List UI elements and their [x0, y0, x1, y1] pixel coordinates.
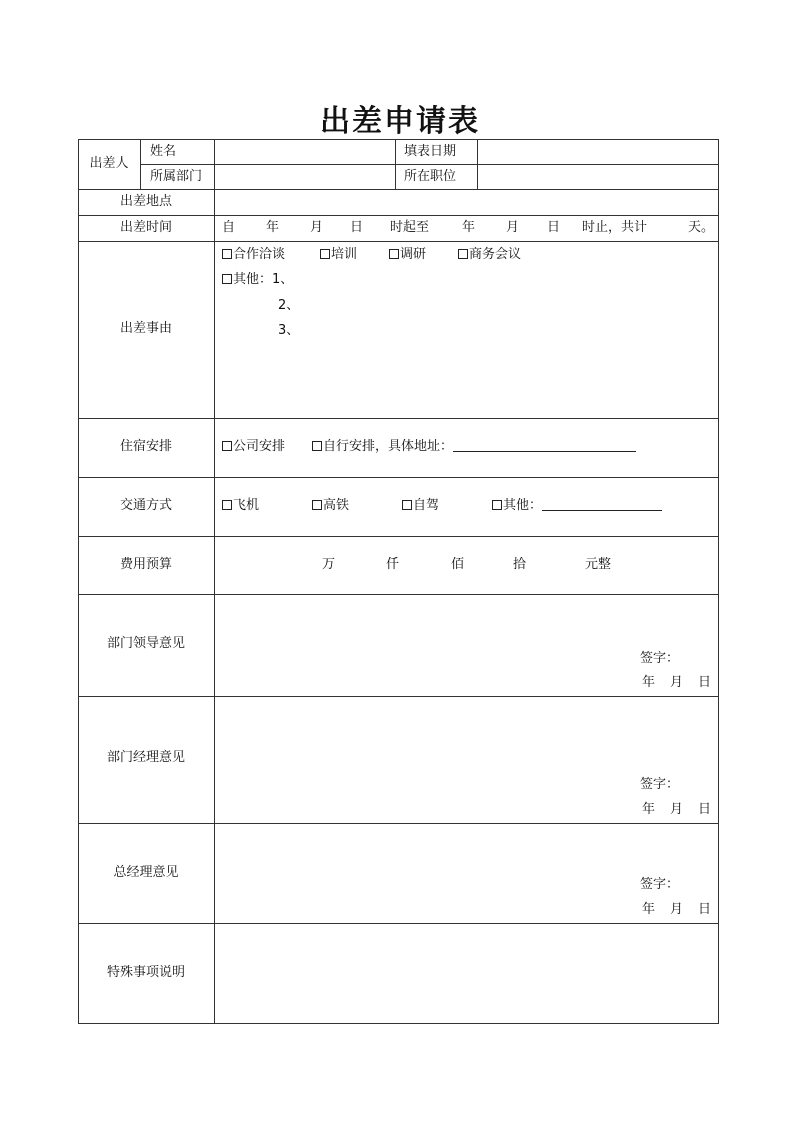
general-manager-opinion-label: 总经理意见: [113, 865, 179, 880]
checkbox-icon[interactable]: [312, 441, 322, 451]
rule: [78, 477, 719, 478]
time-label: 出差时间: [119, 220, 172, 235]
rule: [78, 823, 719, 824]
time-day2: 日: [547, 220, 561, 235]
date-year: 年: [642, 902, 656, 917]
budget-label: 费用预算: [119, 557, 172, 572]
name-label: 姓名: [150, 144, 177, 159]
rule: [140, 139, 141, 190]
time-year1: 年: [266, 220, 280, 235]
position-label: 所在职位: [404, 169, 457, 184]
rule: [78, 923, 719, 924]
checkbox-icon[interactable]: [320, 249, 330, 259]
checkbox-icon[interactable]: [312, 500, 322, 510]
checkbox-icon[interactable]: [222, 441, 232, 451]
reason-option-negotiation[interactable]: 合作洽谈: [222, 247, 285, 263]
checkbox-icon[interactable]: [222, 249, 232, 259]
date-month: 月: [670, 902, 684, 917]
time-days: 天。: [688, 220, 715, 235]
transport-option-rail[interactable]: 高铁: [312, 498, 349, 514]
traveler-label: 出差人: [89, 156, 129, 171]
signature-label: 签字：: [640, 651, 680, 666]
transport-option-drive[interactable]: 自驾: [402, 498, 439, 514]
reason-option-other[interactable]: 其他：1、: [222, 272, 293, 288]
transport-option-other[interactable]: 其他：: [492, 498, 662, 514]
rule: [78, 215, 719, 216]
rule: [78, 1023, 719, 1024]
transport-option-plane[interactable]: 飞机: [222, 498, 259, 514]
rule: [78, 241, 719, 242]
date-month: 月: [670, 675, 684, 690]
location-label: 出差地点: [119, 194, 172, 209]
date-day: 日: [698, 802, 712, 817]
budget-qian: 仟: [386, 557, 400, 572]
time-month1: 月: [310, 220, 324, 235]
date-day: 日: [698, 675, 712, 690]
lodging-label: 住宿安排: [119, 439, 172, 454]
rule: [78, 418, 719, 419]
rule: [78, 189, 719, 190]
reason-other-line-2: 2、: [278, 298, 300, 313]
budget-wan: 万: [322, 557, 336, 572]
rule: [78, 696, 719, 697]
rule: [78, 536, 719, 537]
reason-label: 出差事由: [119, 321, 172, 336]
lodging-address-field[interactable]: [453, 439, 636, 452]
date-day: 日: [698, 902, 712, 917]
date-year: 年: [642, 802, 656, 817]
dept-manager-opinion-label: 部门经理意见: [106, 750, 185, 765]
dept-leader-opinion-label: 部门领导意见: [106, 636, 185, 651]
time-from: 自: [222, 220, 236, 235]
date-year: 年: [642, 675, 656, 690]
dept-label: 所属部门: [150, 169, 203, 184]
time-end: 时止，共计: [582, 220, 648, 235]
checkbox-icon[interactable]: [402, 500, 412, 510]
budget-bai: 佰: [451, 557, 465, 572]
time-day1: 日: [350, 220, 364, 235]
fill-date-label: 填表日期: [404, 144, 457, 159]
rule: [78, 139, 719, 140]
budget-shi: 拾: [513, 557, 527, 572]
rule: [477, 139, 478, 190]
checkbox-icon[interactable]: [389, 249, 399, 259]
rule: [140, 164, 719, 165]
lodging-option-company[interactable]: 公司安排: [222, 439, 285, 455]
rule: [78, 594, 719, 595]
date-month: 月: [670, 802, 684, 817]
time-month2: 月: [506, 220, 520, 235]
lodging-option-self[interactable]: 自行安排，具体地址：: [312, 439, 636, 455]
reason-option-research[interactable]: 调研: [389, 247, 426, 263]
page-title: 出差申请表: [320, 104, 480, 139]
transport-label: 交通方式: [119, 498, 172, 513]
special-notes-label: 特殊事项说明: [106, 965, 185, 980]
signature-label: 签字：: [640, 877, 680, 892]
checkbox-icon[interactable]: [458, 249, 468, 259]
rule: [395, 139, 396, 190]
rule: [78, 139, 79, 1024]
rule: [718, 139, 719, 1024]
signature-label: 签字：: [640, 777, 680, 792]
checkbox-icon[interactable]: [222, 274, 232, 284]
budget-yuan: 元整: [585, 557, 612, 572]
reason-option-meeting[interactable]: 商务会议: [458, 247, 521, 263]
checkbox-icon[interactable]: [222, 500, 232, 510]
rule: [214, 139, 215, 1024]
transport-other-field[interactable]: [542, 498, 662, 511]
reason-other-line-3: 3、: [278, 323, 300, 338]
checkbox-icon[interactable]: [492, 500, 502, 510]
time-year2: 年: [462, 220, 476, 235]
time-start: 时起至: [390, 220, 430, 235]
reason-option-training[interactable]: 培训: [320, 247, 357, 263]
